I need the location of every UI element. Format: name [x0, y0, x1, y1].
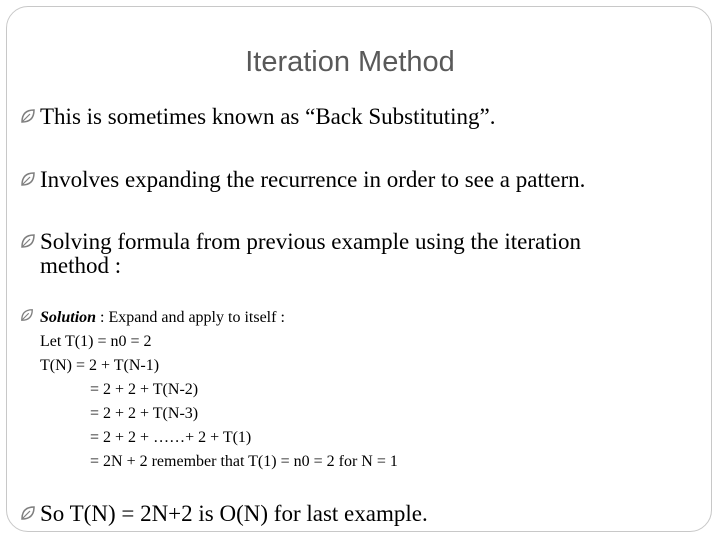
solution-heading [40, 306, 285, 330]
leaf-bullet-icon [20, 502, 40, 526]
solution-line: T(N) = 2 + T(N-1) [40, 357, 160, 374]
bullet-3 [20, 230, 700, 278]
bullet-3-text [40, 230, 581, 278]
slide-title: Iteration Method [245, 46, 455, 78]
solution-intro: : Expand and apply to itself : [96, 309, 285, 326]
solution-label: Solution [40, 309, 97, 326]
leaf-bullet-icon [20, 230, 40, 254]
bullet-1-text: This is sometimes known as “Back Substituting”. [40, 104, 496, 129]
bullet-2-text: Involves expanding the recurrence in order to see a pattern. [40, 167, 586, 192]
leaf-bullet-icon [20, 168, 40, 192]
leaf-bullet-icon [20, 306, 40, 330]
leaf-bullet-icon [20, 105, 40, 129]
solution-line: = 2 + 2 + ……+ 2 + T(1) [90, 429, 252, 446]
bullet-2 [20, 168, 700, 192]
solution-line: = 2 + 2 + T(N-3) [90, 405, 199, 422]
bullet-3-line-2: method : [40, 253, 122, 278]
bullet-solution [20, 306, 700, 330]
solution-line: Let T(1) = n0 = 2 [40, 333, 152, 350]
bullet-3-line-1: Solving formula from previous example using the iteration [40, 229, 582, 254]
bullet-conclusion [20, 502, 700, 526]
conclusion-text: So T(N) = 2N+2 is O(N) for last example. [40, 501, 428, 526]
bullet-1 [20, 105, 700, 129]
solution-line: = 2N + 2 remember that T(1) = n0 = 2 for N = 1 [90, 453, 398, 470]
solution-line: = 2 + 2 + T(N-2) [90, 381, 199, 398]
solution-lines [40, 330, 398, 474]
